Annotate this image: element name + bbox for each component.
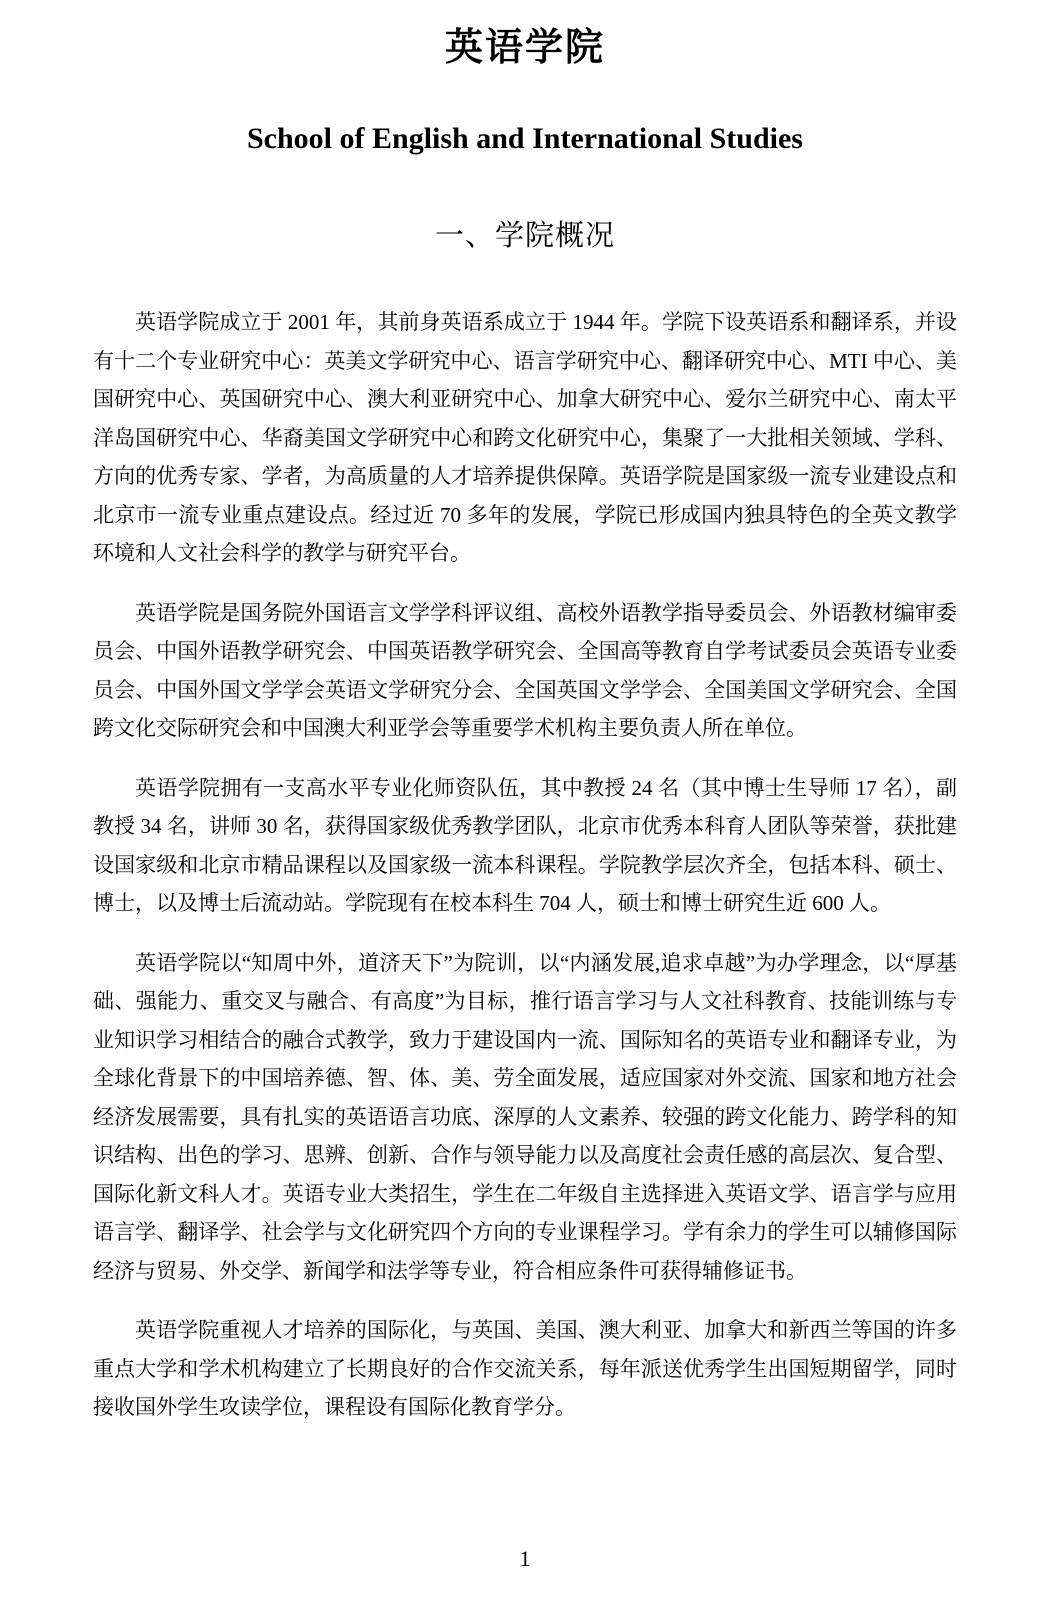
paragraph-internationalization: 英语学院重视人才培养的国际化，与英国、美国、澳大利亚、加拿大和新西兰等国的许多重点大学和学术机构建立了长期良好的合作交流关系，每年派送优秀学生出国短期留学，同时接收国外学生攻读学位，课程设有国际化教育学分。 <box>93 1318 957 1420</box>
document-body <box>93 303 957 1427</box>
doc-title-english: School of English and International Studies <box>247 121 803 155</box>
doc-title-chinese: 英语学院 <box>444 27 605 69</box>
page-number: 1 <box>519 1546 531 1571</box>
section-heading-overview: 一、学院概况 <box>434 219 615 252</box>
paragraph-academic-organizations: 英语学院是国务院外国语言文学学科评议组、高校外语教学指导委员会、外语教材编审委员会、中国外语教学研究会、中国英语教学研究会、全国高等教育自学考试委员会英语专业委员会、中国外国文学学会英语文学研究分会、全国英国文学学会、全国美国文学研究会、全国跨文化交际研究会和中国澳大利亚学会等重要学术机构主要负责人所在单位。 <box>93 600 957 741</box>
paragraph-history: 英语学院成立于 2001 年，其前身英语系成立于 1944 年。学院下设英语系和翻译系，并设有十二个专业研究中心：英美文学研究中心、语言学研究中心、翻译研究中心、MTI 中心、美国研究中心、英国研究中心、澳大利亚研究中心、加拿大研究中心、爱尔兰研究中心、南太平洋岛国研究中心、华裔美国文学研究中心和跨文化研究中心，集聚了一大批相关领域、学科、方向的优秀专家、学者，为高质量的人才培养提供保障。英语学院是国家级一流专业建设点和北京市一流专业重点建设点。经过近 70 多年的发展，学院已形成国内独具特色的全英文教学环境和人文社会科学的教学与研究平台。 <box>93 310 957 566</box>
paragraph-motto-and-training: 英语学院以“知周中外，道济天下”为院训，以“内涵发展,追求卓越”为办学理念，以“厚基础、强能力、重交叉与融合、有高度”为目标，推行语言学习与人文社科教育、技能训练与专业知识学习相结合的融合式教学，致力于建设国内一流、国际知名的英语专业和翻译专业，为全球化背景下的中国培养德、智、体、美、劳全面发展，适应国家对外交流、国家和地方社会经济发展需要，具有扎实的英语语言功底、深厚的人文素养、较强的跨文化能力、跨学科的知识结构、出色的学习、思辨、创新、合作与领导能力以及高度社会责任感的高层次、复合型、国际化新文科人才。英语专业大类招生，学生在二年级自主选择进入英语文学、语言学与应用语言学、翻译学、社会学与文化研究四个方向的专业课程学习。学有余力的学生可以辅修国际经济与贸易、外交学、新闻学和法学等专业，符合相应条件可获得辅修证书。 <box>93 950 957 1283</box>
paragraph-faculty: 英语学院拥有一支高水平专业化师资队伍，其中教授 24 名（其中博士生导师 17 名），副教授 34 名，讲师 30 名，获得国家级优秀教学团队，北京市优秀本科育人团队等荣誉，获批建设国家级和北京市精品课程以及国家级一流本科课程。学院教学层次齐全，包括本科、硕士、博士，以及博士后流动站。学院现有在校本科生 704 人，硕士和博士研究生近 600 人。 <box>93 775 957 916</box>
page-footer <box>0 1546 1050 1572</box>
